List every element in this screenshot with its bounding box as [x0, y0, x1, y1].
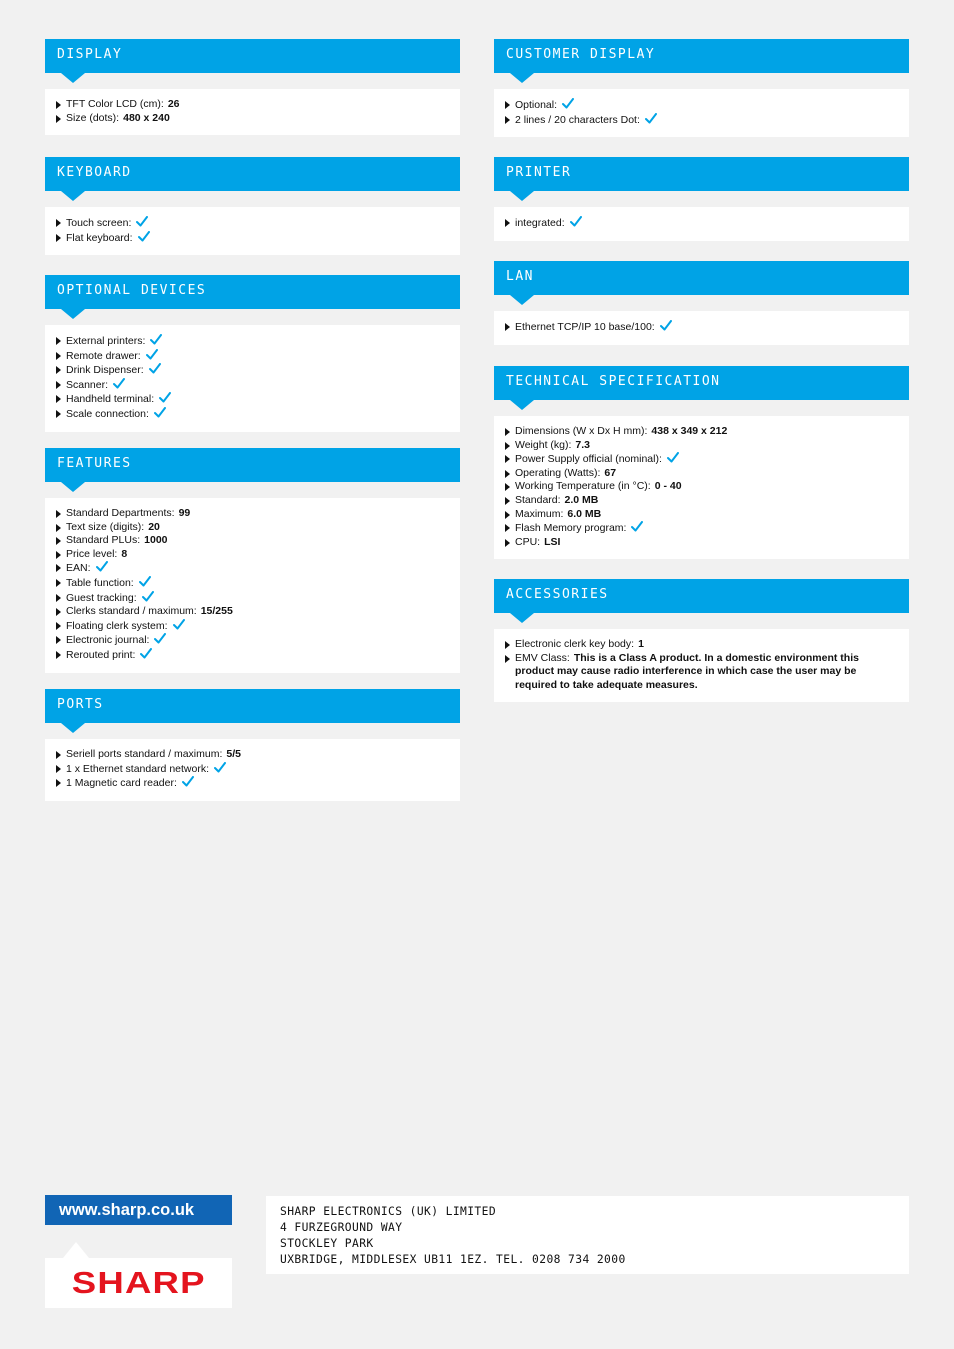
spec-value: 2.0 MB	[564, 493, 599, 506]
section-title: PRINTER	[494, 157, 909, 191]
spec-item	[56, 231, 450, 246]
spec-label: Scale connection:	[66, 407, 149, 420]
spec-item	[505, 98, 899, 113]
checkmark-icon	[113, 378, 125, 389]
spec-value: This is a Class A product. In a domestic environment this product may cause radio interference in which case the user may be required to take adequate measures.	[515, 651, 859, 691]
spec-value: 67	[604, 466, 617, 479]
spec-list	[494, 416, 909, 559]
bullet-arrow-icon	[505, 219, 510, 227]
spec-item	[56, 561, 450, 576]
spec-value: 438 x 349 x 212	[651, 425, 728, 437]
spec-label: Electronic journal:	[66, 634, 150, 647]
spec-label: Dimensions (W x Dx H mm):	[515, 425, 648, 437]
spec-item	[56, 112, 450, 126]
spec-list	[45, 739, 460, 801]
spec-item	[56, 507, 450, 521]
bullet-arrow-icon	[56, 636, 61, 644]
spec-label: External printers:	[66, 335, 146, 347]
section-title: CUSTOMER DISPLAY	[494, 39, 909, 73]
spec-label: 1 x Ethernet standard network:	[66, 762, 209, 775]
spec-label: Remote drawer:	[66, 349, 141, 362]
bullet-arrow-icon	[56, 352, 61, 360]
bullet-arrow-icon	[505, 539, 510, 547]
bullet-arrow-icon	[56, 366, 61, 374]
bullet-arrow-icon	[505, 470, 510, 478]
checkmark-icon	[138, 231, 150, 242]
bullet-arrow-icon	[56, 510, 61, 518]
spec-label: Guest tracking:	[66, 591, 137, 604]
spec-item	[505, 494, 899, 508]
spec-label: Scanner:	[66, 378, 109, 391]
bullet-arrow-icon	[56, 537, 61, 545]
section-accessories	[494, 579, 909, 702]
bullet-arrow-icon	[56, 524, 61, 532]
spec-label: Weight (kg):	[515, 438, 572, 451]
spec-label: Electronic clerk key body:	[515, 638, 635, 650]
checkmark-icon	[142, 591, 154, 602]
bullet-arrow-icon	[505, 511, 510, 519]
spec-item	[505, 480, 899, 494]
spec-label: Flash Memory program:	[515, 522, 627, 535]
spec-item	[56, 591, 450, 606]
spec-item	[56, 407, 450, 422]
spec-value: LSI	[544, 535, 561, 548]
spec-item	[505, 638, 899, 652]
address-line: SHARP ELECTRONICS (UK) LIMITED	[280, 1205, 497, 1218]
spec-item	[505, 439, 899, 453]
spec-item	[56, 776, 450, 791]
checkmark-icon	[139, 576, 151, 587]
spec-item	[505, 536, 899, 550]
spec-label: Rerouted print:	[66, 648, 136, 661]
checkmark-icon	[660, 320, 672, 331]
section-title: TECHNICAL SPECIFICATION	[494, 366, 909, 400]
bullet-arrow-icon	[56, 219, 61, 227]
spec-item	[505, 508, 899, 522]
spec-value: 26	[167, 98, 180, 110]
spec-item	[56, 98, 450, 112]
spec-list	[45, 89, 460, 135]
bullet-arrow-icon	[56, 234, 61, 242]
spec-label: Seriell ports standard / maximum:	[66, 748, 223, 760]
spec-item	[56, 363, 450, 378]
bullet-arrow-icon	[56, 594, 61, 602]
spec-label: EMV Class:	[515, 651, 570, 664]
bullet-arrow-icon	[56, 381, 61, 389]
website-link[interactable]: www.sharp.co.uk	[45, 1195, 232, 1225]
spec-label: Drink Dispenser:	[66, 364, 144, 377]
section-title: FEATURES	[45, 448, 460, 482]
spec-list	[494, 207, 909, 241]
sharp-logo-text: SHARP	[71, 1265, 206, 1300]
spec-label: EAN:	[66, 562, 91, 575]
spec-label: Handheld terminal:	[66, 393, 155, 406]
bullet-arrow-icon	[56, 564, 61, 572]
spec-label: 1 Magnetic card reader:	[66, 777, 177, 790]
spec-item	[56, 576, 450, 591]
bullet-arrow-icon	[56, 337, 61, 345]
spec-label: TFT Color LCD (cm):	[66, 98, 164, 110]
bullet-arrow-icon	[505, 116, 510, 124]
spec-value: 7.3	[575, 438, 591, 451]
spec-label: Operating (Watts):	[515, 466, 601, 479]
spec-label: Clerks standard / maximum:	[66, 605, 197, 618]
spec-label: Power Supply official (nominal):	[515, 453, 662, 466]
spec-item	[505, 216, 899, 231]
spec-label: Price level:	[66, 547, 118, 560]
checkmark-icon	[96, 561, 108, 572]
section-optional-devices	[45, 275, 460, 432]
spec-item	[56, 619, 450, 634]
spec-item	[56, 392, 450, 407]
checkmark-icon	[570, 216, 582, 227]
bullet-arrow-icon	[56, 751, 61, 759]
spec-label: CPU:	[515, 535, 541, 548]
spec-value: 6.0 MB	[567, 507, 602, 520]
spec-value: 480 x 240	[123, 111, 170, 124]
spec-item	[56, 633, 450, 648]
checkmark-icon	[140, 648, 152, 659]
spec-label: Optional:	[515, 99, 558, 111]
spec-value: 0 - 40	[654, 480, 682, 493]
spec-item	[505, 113, 899, 128]
section-keyboard	[45, 157, 460, 255]
checkmark-icon	[631, 521, 643, 532]
bullet-arrow-icon	[505, 483, 510, 491]
spec-item	[56, 762, 450, 777]
spec-label: Table function:	[66, 576, 134, 589]
section-title: LAN	[494, 261, 909, 295]
spec-item	[56, 648, 450, 663]
spec-value: 5/5	[226, 748, 241, 760]
spec-label: Standard:	[515, 493, 561, 506]
bullet-arrow-icon	[505, 524, 510, 532]
spec-label: 2 lines / 20 characters Dot:	[515, 113, 640, 126]
spec-label: Size (dots):	[66, 111, 120, 124]
checkmark-icon	[667, 452, 679, 463]
bullet-arrow-icon	[56, 622, 61, 630]
bullet-arrow-icon	[56, 101, 61, 109]
checkmark-icon	[136, 216, 148, 227]
bullet-arrow-icon	[56, 551, 61, 559]
bullet-arrow-icon	[56, 115, 61, 123]
spec-item	[56, 548, 450, 562]
bullet-arrow-icon	[56, 410, 61, 418]
spec-value: 99	[178, 507, 191, 519]
section-printer	[494, 157, 909, 241]
bullet-arrow-icon	[56, 608, 61, 616]
bullet-arrow-icon	[505, 497, 510, 505]
checkmark-icon	[562, 98, 574, 109]
section-title: PORTS	[45, 689, 460, 723]
spec-item	[56, 216, 450, 231]
logo-tab	[63, 1242, 89, 1258]
spec-label: Standard PLUs:	[66, 534, 141, 547]
spec-value: 8	[121, 547, 128, 560]
bullet-arrow-icon	[56, 651, 61, 659]
spec-item	[56, 534, 450, 548]
section-ports	[45, 689, 460, 801]
spec-label: Working Temperature (in °C):	[515, 480, 651, 493]
bullet-arrow-icon	[505, 455, 510, 463]
bullet-arrow-icon	[505, 655, 510, 663]
checkmark-icon	[154, 407, 166, 418]
section-display	[45, 39, 460, 135]
spec-list	[494, 629, 909, 702]
checkmark-icon	[154, 633, 166, 644]
spec-label: Flat keyboard:	[66, 231, 133, 244]
spec-item	[505, 320, 899, 335]
checkmark-icon	[159, 392, 171, 403]
spec-list	[45, 325, 460, 432]
address-line: STOCKLEY PARK	[280, 1237, 374, 1250]
spec-value: 1000	[144, 534, 168, 547]
spec-item	[505, 425, 899, 439]
spec-list	[494, 311, 909, 345]
spec-item	[505, 452, 899, 467]
checkmark-icon	[149, 363, 161, 374]
bullet-arrow-icon	[56, 765, 61, 773]
spec-label: Maximum:	[515, 507, 564, 520]
spec-list	[45, 207, 460, 255]
section-customer-display	[494, 39, 909, 137]
spec-item	[56, 521, 450, 535]
spec-item	[56, 349, 450, 364]
section-title: DISPLAY	[45, 39, 460, 73]
checkmark-icon	[146, 349, 158, 360]
checkmark-icon	[150, 334, 162, 345]
bullet-arrow-icon	[56, 779, 61, 787]
spec-item	[56, 748, 450, 762]
spec-label: Ethernet TCP/IP 10 base/100:	[515, 321, 655, 333]
spec-value: 20	[148, 520, 160, 533]
bullet-arrow-icon	[505, 323, 510, 331]
bullet-arrow-icon	[505, 101, 510, 109]
checkmark-icon	[214, 762, 226, 773]
spec-value: 1	[638, 638, 644, 650]
spec-item	[56, 605, 450, 619]
section-lan	[494, 261, 909, 345]
section-technical-specification	[494, 366, 909, 559]
spec-value: 15/255	[200, 605, 233, 618]
bullet-arrow-icon	[505, 442, 510, 450]
section-title: KEYBOARD	[45, 157, 460, 191]
spec-label: Touch screen:	[66, 217, 132, 229]
spec-label: Text size (digits):	[66, 520, 145, 533]
bullet-arrow-icon	[56, 579, 61, 587]
spec-item	[505, 652, 899, 693]
section-features	[45, 448, 460, 673]
section-title: OPTIONAL DEVICES	[45, 275, 460, 309]
checkmark-icon	[645, 113, 657, 124]
section-title: ACCESSORIES	[494, 579, 909, 613]
address-line: UXBRIDGE, MIDDLESEX UB11 1EZ. TEL. 0208 734 2000	[280, 1253, 626, 1266]
spec-label: integrated:	[515, 217, 565, 229]
spec-label: Floating clerk system:	[66, 619, 168, 632]
spec-item	[505, 467, 899, 481]
spec-item	[56, 378, 450, 393]
company-address	[266, 1196, 909, 1274]
spec-item	[56, 334, 450, 349]
address-line: 4 FURZEGROUND WAY	[280, 1221, 403, 1234]
checkmark-icon	[173, 619, 185, 630]
checkmark-icon	[182, 776, 194, 787]
bullet-arrow-icon	[505, 641, 510, 649]
sharp-logo	[45, 1258, 232, 1308]
spec-label: Standard Departments:	[66, 507, 175, 519]
spec-list	[494, 89, 909, 137]
spec-item	[505, 521, 899, 536]
spec-list	[45, 498, 460, 673]
bullet-arrow-icon	[56, 395, 61, 403]
bullet-arrow-icon	[505, 428, 510, 436]
